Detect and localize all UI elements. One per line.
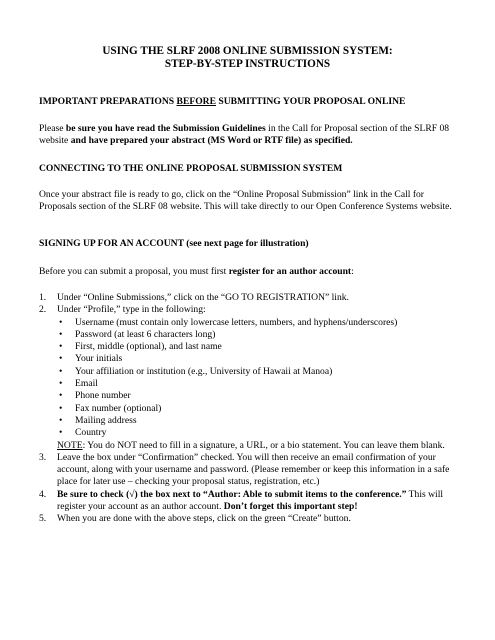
bullet-icon: • <box>59 378 63 390</box>
signup-intro <box>39 266 459 278</box>
step-4-text: This will register your account as an author account. <box>57 488 444 513</box>
list-item <box>57 427 459 439</box>
list-item <box>57 341 459 353</box>
note-label: NOTE <box>57 439 83 451</box>
profile-item-text: Password (at least 6 characters long) <box>75 328 216 340</box>
profile-item-text: Username (must contain only lowercase letters, numbers, and hyphens/underscores) <box>75 316 398 328</box>
connect-paragraph: Once your abstract file is ready to go, click on the “Online Proposal Submission” link in the Call for Proposals section of the SLRF 08 website. This will take directly to our Open Conference Systems website. <box>39 189 452 213</box>
step-2 <box>39 304 459 452</box>
bullet-icon: • <box>59 402 63 414</box>
prep-paragraph <box>39 123 459 148</box>
list-item <box>57 366 459 378</box>
step-5-text: When you are done with the above steps, click on the green “Create” button. <box>57 513 351 525</box>
step-1 <box>39 292 459 304</box>
profile-item-text: Your affiliation or institution (e.g., University of Hawaii at Manoa) <box>75 365 333 377</box>
step-number: 3. <box>39 451 47 463</box>
steps-list <box>39 292 459 526</box>
list-item <box>57 403 459 415</box>
prep-text-d: and have prepared your abstract (MS Word or RTF file) as specified. <box>70 135 353 147</box>
step-number: 2. <box>39 304 47 316</box>
list-item <box>57 415 459 427</box>
prep-heading-part1: IMPORTANT PREPARATIONS <box>39 96 177 107</box>
step-4-text-bold: Be sure to check (√) the box next to “Author: Able to submit items to the conference.” <box>57 488 407 500</box>
bullet-icon: • <box>59 427 63 439</box>
profile-item-text: Fax number (optional) <box>75 402 162 414</box>
step-2-text: Under “Profile,” type in the following: <box>57 304 206 316</box>
step-number: 5. <box>39 513 47 525</box>
prep-heading-underlined: BEFORE <box>176 96 216 107</box>
bullet-icon: • <box>59 316 63 328</box>
signup-intro-b: register for an author account <box>228 266 352 277</box>
step-4 <box>39 489 459 514</box>
page-subtitle: STEP-BY-STEP INSTRUCTIONS <box>164 58 331 70</box>
note <box>57 440 459 452</box>
prep-heading <box>39 96 459 108</box>
step-4-reminder: Don’t forget this important step! <box>223 501 358 513</box>
note-text: : You do NOT need to fill in a signature, a URL, or a bio statement. You can leave them blank. <box>82 439 445 451</box>
list-item <box>57 329 459 341</box>
page-title: USING THE SLRF 2008 ONLINE SUBMISSION SYSTEM: <box>102 45 393 57</box>
step-number: 4. <box>39 488 47 500</box>
bullet-icon: • <box>59 390 63 402</box>
bullet-icon: • <box>59 328 63 340</box>
profile-item-text: Email <box>75 378 98 390</box>
profile-item-text: Your initials <box>75 353 123 365</box>
prep-heading-part2: SUBMITTING YOUR PROPOSAL ONLINE <box>216 96 406 107</box>
list-item <box>57 390 459 402</box>
list-item <box>57 353 459 365</box>
signup-intro-a: Before you can submit a proposal, you must first <box>39 266 229 277</box>
connect-heading: CONNECTING TO THE ONLINE PROPOSAL SUBMISSION SYSTEM <box>39 163 343 174</box>
bullet-icon: • <box>59 365 63 377</box>
signup-heading: SIGNING UP FOR AN ACCOUNT (see next page for illustration) <box>39 238 309 249</box>
step-3-text: Leave the box under “Confirmation” checked. You will then receive an email confirmation of your account, along with your username and password. (Please remember or keep this information in a safe place for later use – checking your proposal status, registration, etc.) <box>57 451 450 488</box>
step-number: 1. <box>39 292 47 303</box>
prep-text-a: Please <box>39 123 66 134</box>
signup-intro-c: : <box>351 266 354 277</box>
bullet-icon: • <box>59 341 63 353</box>
prep-text-b: be sure you have read the Submission Guidelines <box>65 123 266 134</box>
bullet-icon: • <box>59 353 63 365</box>
prep-text-c: in the Call for Proposal section of the SLRF 08 website <box>39 123 450 147</box>
profile-item-text: Mailing address <box>75 414 137 426</box>
profile-item-text: Country <box>75 427 107 439</box>
step-3 <box>39 452 459 489</box>
bullet-icon: • <box>59 414 63 426</box>
profile-item-text: Phone number <box>75 390 131 402</box>
step-5 <box>39 513 459 525</box>
step-1-text: Under “Online Submissions,” click on the “GO TO REGISTRATION” link. <box>57 292 349 303</box>
profile-item-text: First, middle (optional), and last name <box>75 341 222 353</box>
profile-field-list <box>57 317 459 440</box>
list-item <box>57 378 459 390</box>
list-item <box>57 317 459 329</box>
